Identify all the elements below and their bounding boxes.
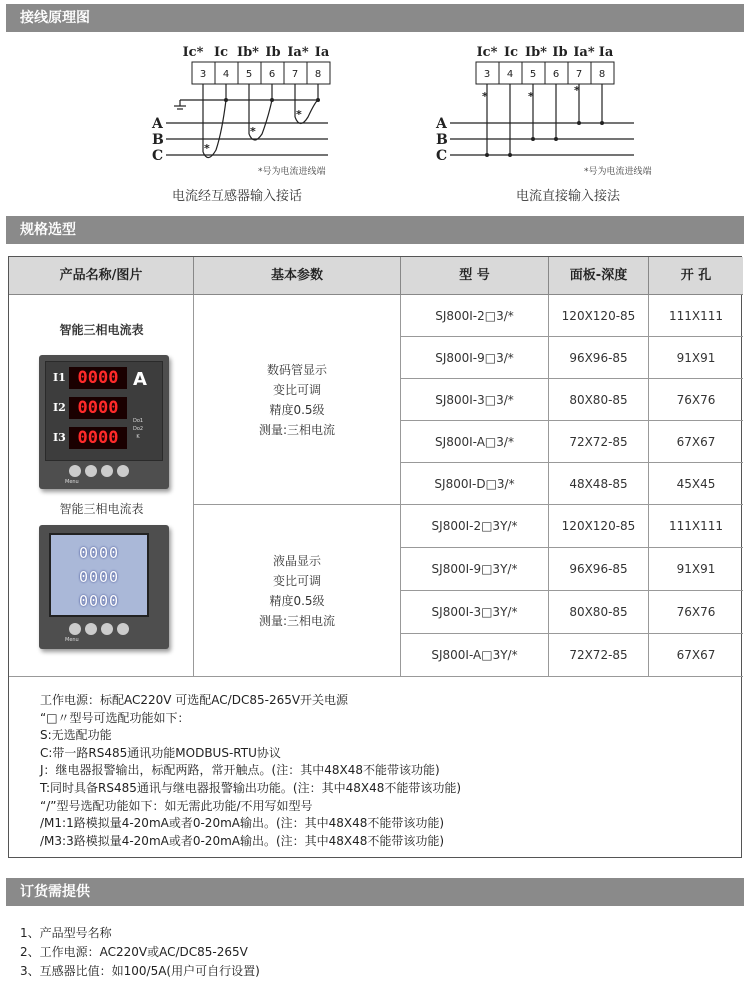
param-line: 测量:三相电流 — [258, 613, 336, 628]
param-line: 测量:三相电流 — [258, 422, 336, 437]
params-group-led — [194, 295, 401, 505]
table-row-hole: 76X76 — [649, 379, 743, 421]
table-row-model: SJ800I-A□3Y/* — [401, 634, 549, 677]
led-display: 0000 — [69, 367, 127, 389]
terminal-number: 3 — [483, 69, 491, 80]
param-line: 液晶显示 — [272, 553, 321, 568]
terminal-number: 6 — [552, 69, 560, 80]
order-section-title: 订货需提供 — [6, 878, 744, 906]
table-row-model: SJ800I-3□3/* — [401, 379, 549, 421]
terminal-label: Ic* — [476, 45, 498, 60]
meter-button — [117, 465, 129, 477]
note-line: /M1:1路模拟量4-20mA或者0-20mA输出。(注：其中48X48不能带该功能) — [40, 816, 445, 831]
table-row-panel: 120X120-85 — [549, 295, 649, 337]
table-row-hole: 91X91 — [649, 337, 743, 379]
terminal-label: Ib — [265, 45, 281, 60]
product-name: 智能三相电流表 — [59, 323, 144, 337]
terminal-number: 6 — [268, 69, 276, 80]
table-row-hole: 111X111 — [649, 505, 743, 548]
terminal-number: 8 — [314, 69, 322, 80]
star-note: *号为电流进线端 — [258, 167, 326, 177]
phase-label: A — [152, 116, 163, 132]
spec-section-title: 规格选型 — [6, 216, 744, 244]
terminal-label: Ia — [598, 45, 614, 60]
param-line: 精度0.5级 — [269, 402, 325, 417]
header-params: 基本参数 — [194, 257, 401, 295]
terminal-label: Ic* — [182, 45, 204, 60]
note-line: C:带一路RS485通讯功能MODBUS-RTU协议 — [40, 745, 281, 760]
product-caption: 智能三相电流表 — [59, 502, 144, 516]
table-row-panel: 80X80-85 — [549, 591, 649, 634]
note-line: 工作电源：标配AC220V 可选配AC/DC85-265V开关电源 — [40, 693, 349, 707]
meter-button — [85, 465, 97, 477]
note-line: S:无选配功能 — [40, 728, 112, 743]
terminal-number: 5 — [529, 69, 537, 80]
note-line: “□〃型号可选配功能如下： — [40, 710, 190, 725]
terminal-number: 7 — [575, 69, 583, 80]
table-row-panel: 72X72-85 — [549, 421, 649, 463]
left-diagram-caption: 电流经互感器输入接话 — [171, 189, 302, 204]
star-note: *号为电流进线端 — [584, 167, 652, 177]
table-row-panel: 96X96-85 — [549, 337, 649, 379]
meter-row-label: I3 — [53, 431, 66, 444]
table-row-hole: 76X76 — [649, 591, 743, 634]
table-row-hole: 45X45 — [649, 463, 743, 505]
terminal-number: 4 — [506, 69, 514, 80]
meter-row-label: I2 — [53, 401, 66, 414]
indicator-label: Do1 — [133, 418, 144, 424]
params-group-lcd — [194, 505, 401, 677]
header-model: 型 号 — [401, 257, 549, 295]
star-mark: * — [296, 108, 302, 121]
led-meter-image — [39, 355, 169, 489]
order-item: 3、互感器比值：如100/5A(用户可自行设置) — [20, 964, 260, 978]
table-row-panel: 72X72-85 — [549, 634, 649, 677]
meter-button — [85, 623, 97, 635]
star-mark: * — [204, 142, 210, 155]
note-line: /M3:3路模拟量4-20mA或者0-20mA输出。(注：其中48X48不能带该功能) — [40, 833, 445, 848]
led-display: 0000 — [69, 397, 127, 419]
table-row-hole: 111X111 — [649, 295, 743, 337]
phase-label: B — [152, 132, 164, 148]
indicator-label: K — [136, 434, 140, 440]
table-row-hole: 91X91 — [649, 548, 743, 591]
lcd-display: 0000 — [78, 568, 120, 586]
right-diagram-caption: 电流直接输入接法 — [515, 189, 620, 204]
meter-unit: A — [133, 369, 147, 390]
meter-button — [69, 623, 81, 635]
terminal-label: Ib* — [525, 45, 547, 60]
param-line: 变比可调 — [272, 573, 321, 588]
param-line: 数码管显示 — [266, 362, 327, 377]
meter-button — [101, 465, 113, 477]
header-hole: 开 孔 — [649, 257, 743, 295]
meter-button — [101, 623, 113, 635]
options-notes — [40, 692, 461, 850]
wiring-section-title: 接线原理图 — [6, 4, 744, 32]
terminal-label: Ic — [214, 45, 228, 60]
table-row-panel: 96X96-85 — [549, 548, 649, 591]
star-mark: * — [250, 125, 256, 138]
order-list — [20, 924, 260, 981]
table-row-model: SJ800I-A□3/* — [401, 421, 549, 463]
meter-row-label: I1 — [53, 371, 66, 384]
order-item: 1、产品型号名称 — [20, 926, 112, 940]
table-row-model: SJ800I-2□3/* — [401, 295, 549, 337]
param-line: 变比可调 — [272, 382, 321, 397]
terminal-label: Ia — [314, 45, 330, 60]
menu-label: Menu — [65, 479, 79, 485]
terminal-label: Ib — [552, 45, 568, 60]
note-line: J：继电器报警输出，标配两路，常开触点。(注：其中48X48不能带该功能) — [40, 763, 440, 778]
table-row-model: SJ800I-9□3/* — [401, 337, 549, 379]
meter-button — [69, 465, 81, 477]
terminal-number: 7 — [291, 69, 299, 80]
table-row-model: SJ800I-2□3Y/* — [401, 505, 549, 548]
product-cell — [9, 295, 194, 677]
lcd-display: 0000 — [78, 544, 120, 562]
phase-label: C — [436, 148, 448, 164]
terminal-number: 4 — [222, 69, 230, 80]
phase-label: A — [436, 116, 447, 132]
terminal-number: 8 — [598, 69, 606, 80]
table-row-model: SJ800I-D□3/* — [401, 463, 549, 505]
lcd-meter-image — [39, 525, 169, 649]
table-row-model: SJ800I-3□3Y/* — [401, 591, 549, 634]
note-line: T:同时具备RS485通讯与继电器报警输出功能。(注：其中48X48不能带该功能) — [40, 780, 462, 795]
table-row-hole: 67X67 — [649, 421, 743, 463]
wiring-diagram-direct — [434, 42, 674, 180]
terminal-label: Ia* — [287, 45, 309, 60]
order-item: 2、工作电源：AC220V或AC/DC85-265V — [20, 945, 248, 959]
terminal-number: 5 — [245, 69, 253, 80]
header-product: 产品名称/图片 — [9, 257, 194, 295]
indicator-label: Do2 — [133, 426, 144, 432]
terminal-number: 3 — [199, 69, 207, 80]
param-line: 精度0.5级 — [269, 593, 325, 608]
star-mark: * — [528, 90, 534, 103]
table-row-hole: 67X67 — [649, 634, 743, 677]
menu-label: Menu — [65, 637, 79, 643]
meter-button — [117, 623, 129, 635]
wiring-diagram-transformer — [150, 42, 350, 180]
terminal-label: Ia* — [573, 45, 595, 60]
table-row-panel: 120X120-85 — [549, 505, 649, 548]
terminal-label: Ib* — [237, 45, 259, 60]
led-display: 0000 — [69, 427, 127, 449]
table-row-panel: 48X48-85 — [549, 463, 649, 505]
star-mark: * — [482, 90, 488, 103]
lcd-display: 0000 — [78, 592, 120, 610]
note-line: “/”型号选配功能如下：如无需此功能/不用写如型号 — [40, 798, 313, 813]
star-mark: * — [574, 84, 580, 97]
phase-label: B — [436, 132, 448, 148]
phase-label: C — [152, 148, 164, 164]
header-panel-depth: 面板-深度 — [549, 257, 649, 295]
table-row-panel: 80X80-85 — [549, 379, 649, 421]
terminal-label: Ic — [504, 45, 518, 60]
table-row-model: SJ800I-9□3Y/* — [401, 548, 549, 591]
